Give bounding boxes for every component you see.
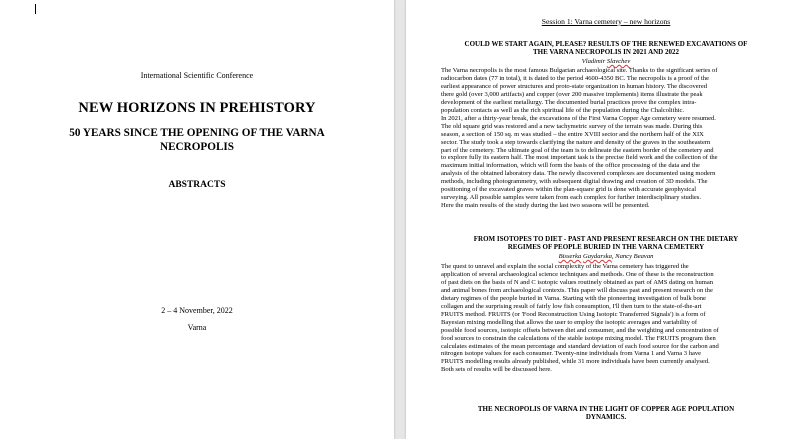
session-heading: Session 1: Varna cemetery – new horizons bbox=[541, 17, 671, 26]
body-line: season, a section of 150 sq. m was studied – the entire XVIII sector and the northern half of the XIX bbox=[441, 130, 704, 138]
body-line: positioning of the excavated graves within the plan-square grid is done with accurate geophysical bbox=[441, 186, 697, 194]
body-line: nitrogen isotope values for each consumer. Twenty-nine individuals from Varna 1 and Varna 3 have bbox=[441, 350, 702, 358]
author-rest: , Nancy Beavan bbox=[611, 253, 654, 260]
body-line: part of the cemetery. The ultimate goal of the team is to delineate the eastern border of the cemetery and bbox=[441, 146, 714, 154]
author-first-name: Bisserka bbox=[558, 253, 582, 260]
text-cursor bbox=[35, 4, 36, 14]
body-line: Bayesian mixing modelling that allows the user to employ the isotopic averages and variability of bbox=[441, 318, 697, 326]
body-line: and animal bones from archaeological contexts. This paper will discuss past and present research on the bbox=[441, 286, 713, 294]
body-line: collagen and the surprising result of fairly low fish consumption, I'll then turn to the state-of-the-art bbox=[441, 302, 702, 310]
body-line: The Varna necropolis is the most famous Bulgarian archaeological site. Thanks to the significant series of bbox=[441, 67, 718, 74]
subtitle bbox=[30, 126, 364, 154]
right-page bbox=[406, 0, 800, 439]
author-last-name: Slavchev bbox=[606, 58, 631, 65]
body-line: sector. The study took a step towards clarifying the nature and density of the graves in the southeastern bbox=[441, 138, 711, 146]
body-line: methods, including photogrammetry, with subsequent digital drawing and creation of 3D models. The bbox=[441, 178, 708, 186]
body-line: possible food sources, isotopic offsets between diet and consumer, and the weighting and concentration of bbox=[441, 326, 719, 334]
conference-label: International Scientific Conference bbox=[140, 71, 254, 80]
body-line: calculates estimates of the mean percentage and standard deviation of each food source for the carbon and bbox=[441, 342, 719, 350]
article-body bbox=[441, 67, 771, 210]
article-title bbox=[441, 235, 771, 252]
body-line: Here the main results of the study during the last two seasons will be presented. bbox=[441, 202, 650, 210]
body-line: In 2021, after a thirty-year break, the excavations of the First Varna Copper Age cemetery were resumed. bbox=[441, 114, 716, 122]
body-line: maximum initial information, which will form the basis of the office processing of the data and the bbox=[441, 162, 700, 170]
body-line: dietary regimes of the people buried in Varna. Starting with the pioneering investigation of bulk bone bbox=[441, 294, 706, 302]
body-line: FRUITS method. FRUITS (or 'Food Reconstruction Using Isotopic Transferred Signals') is a form of bbox=[441, 310, 706, 318]
author-last-name: Gaydarska bbox=[582, 253, 612, 260]
body-line: The old square grid was restored and a new tachymetric survey of the terrain was made. During this bbox=[441, 122, 703, 130]
subtitle-line: NECROPOLIS bbox=[160, 141, 234, 153]
title-line: COULD WE START AGAIN, PLEASE? RESULTS OF THE RENEWED EXCAVATIONS OF bbox=[464, 40, 748, 48]
article-authors bbox=[441, 58, 771, 66]
body-line: of past diets on the basis of N and C isotopic values routinely obtained as part of AMS dating on human bbox=[441, 278, 714, 286]
section-heading: ABSTRACTS bbox=[168, 180, 226, 190]
article-body bbox=[441, 263, 771, 374]
title-line: THE NECROPOLIS OF VARNA IN THE LIGHT OF COPPER AGE POPULATION bbox=[477, 405, 735, 413]
body-line: surveying. All possible samples were taken from each complex for further interdisciplinary studies. bbox=[441, 194, 701, 202]
conference-place: Varna bbox=[187, 323, 207, 332]
body-line: development of the earliest metallurgy. The documented burial practices prove the complex intra- bbox=[441, 98, 697, 106]
main-title: NEW HORIZONS IN PREHISTORY bbox=[78, 100, 316, 116]
body-line: population contacts as well as the rich spiritual life of the population during the Chalcolithic. bbox=[441, 106, 685, 114]
body-line: FRUITS modelling results already published, while 31 more individuals have been currently analysed. bbox=[441, 358, 710, 366]
title-line: FROM ISOTOPES TO DIET - PAST AND PRESENT RESEARCH ON THE DIETARY bbox=[473, 235, 739, 243]
article-title bbox=[441, 40, 771, 57]
article-title bbox=[441, 405, 771, 422]
title-line: DYNAMICS. bbox=[585, 413, 627, 422]
left-page bbox=[0, 0, 394, 439]
body-line: analysis of the obtained laboratory data. The newly discovered complexes are documented using modern bbox=[441, 170, 716, 178]
body-line: radiocarbon dates (77 in total), it is dated to the period 4600-4350 BC. The necropolis is a proof of the bbox=[441, 74, 710, 82]
body-line: food sources to constrain the calculations of the stable isotope mixing model. The FRUITS program then bbox=[441, 334, 716, 342]
title-line: THE VARNA NECROPOLIS IN 2021 AND 2022 bbox=[533, 48, 679, 57]
body-line: The quest to unravel and explain the social complexity of the Varna cemetery has triggered the bbox=[441, 263, 689, 270]
author-first-name: Vladimir bbox=[581, 58, 606, 65]
body-line: there gold (over 3,000 artifacts) and copper (over 200 massive implements) items illustrate the peak bbox=[441, 90, 703, 98]
subtitle-line: 50 YEARS SINCE THE OPENING OF THE VARNA bbox=[69, 127, 325, 139]
title-line: REGIMES OF PEOPLE BURIED IN THE VARNA CEMETERY bbox=[507, 243, 705, 252]
body-line: application of several archaeological science techniques and methods. One of these is the reconstruction bbox=[441, 270, 714, 278]
body-line: earliest appearance of power structures and proto-state organization in human history. The discovered bbox=[441, 82, 708, 90]
conference-dates: 2 – 4 November, 2022 bbox=[161, 306, 233, 315]
body-line: to explore fully its eastern half. The most important task is the precise field work and the collection of the bbox=[441, 154, 718, 162]
body-line: Both sets of results will be discussed here. bbox=[441, 366, 552, 374]
article-authors bbox=[441, 253, 771, 261]
